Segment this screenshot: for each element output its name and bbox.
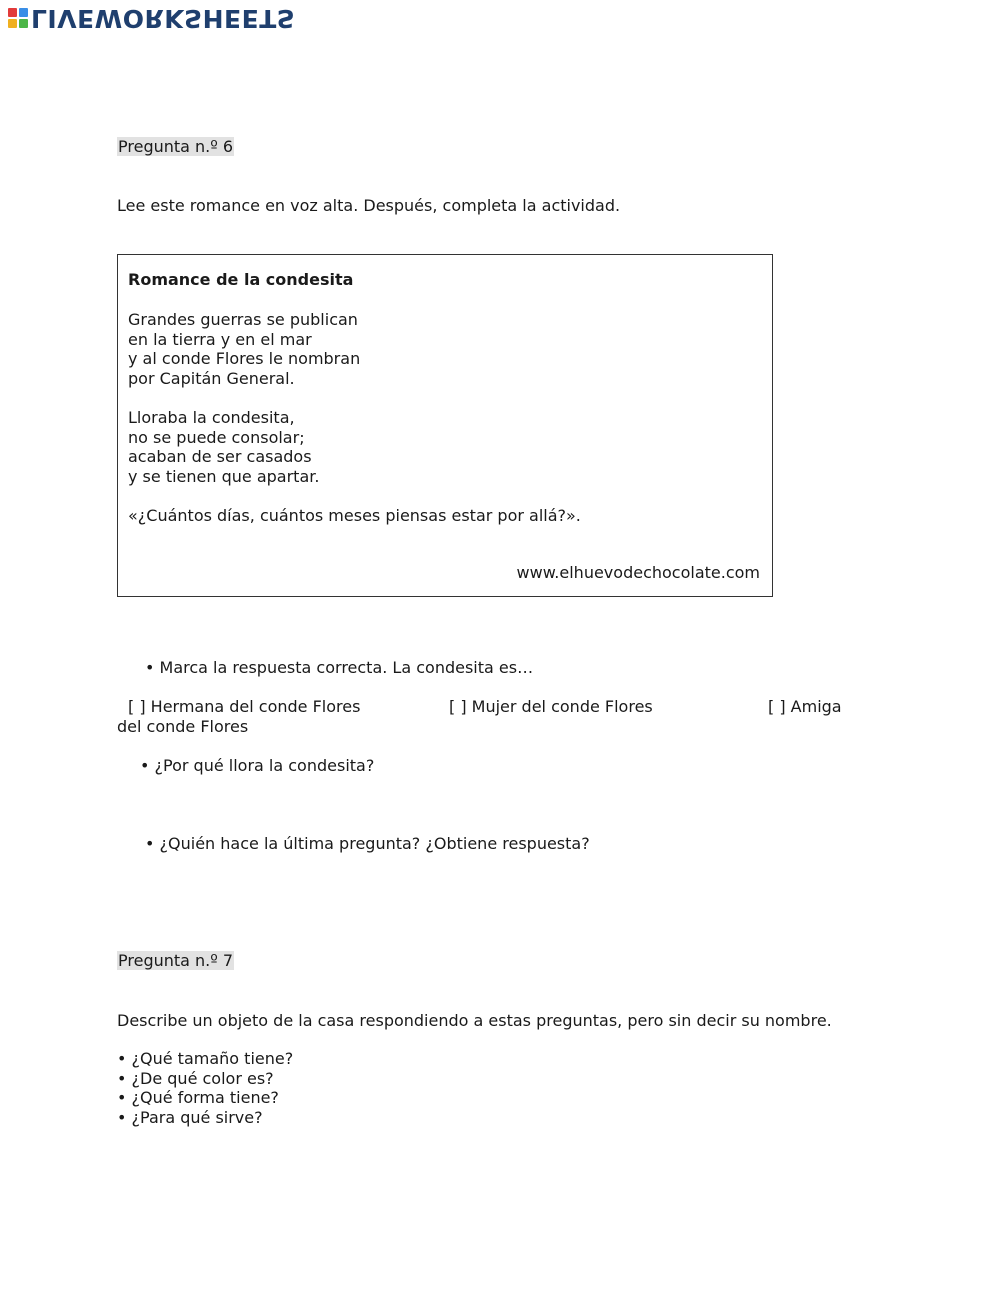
q7-list-item: • ¿Qué tamaño tiene? [117,1049,294,1068]
poem-line: Lloraba la condesita, [128,408,295,427]
question-7-label: Pregunta n.º 7 [118,951,234,970]
logo-block-red [8,8,17,17]
poem-title: Romance de la condesita [128,270,354,289]
poem-line: acaban de ser casados [128,447,312,467]
logo-text: LIVEWORKSHEETS [31,4,296,33]
poem-line: por Capitán General. [128,368,295,388]
option-hermana[interactable]: [ ] Hermana del conde Flores [128,697,361,716]
poem-line: y se tienen que apartar. [128,466,320,486]
option-amiga[interactable]: [ ] Amiga [768,697,842,716]
question-6-label: Pregunta n.º 6 [118,137,234,156]
question-6-instruction: Lee este romance en voz alta. Después, completa la actividad. [117,196,621,215]
logo-block-blue [19,8,28,17]
question-7-instruction: Describe un objeto de la casa respondiendo a estas preguntas, pero sin decir su nombre. [117,1011,832,1030]
liveworksheets-logo [8,4,295,32]
poem-source: www.elhuevodechocolate.com [516,563,760,582]
logo-block-green [19,19,28,28]
poem-line: y al conde Flores le nombran [128,349,361,369]
option-mujer[interactable]: [ ] Mujer del conde Flores [449,697,653,716]
poem-box [117,254,773,597]
q7-list-item: • ¿Qué forma tiene? [117,1088,279,1107]
task-who-asks: • ¿Quién hace la última pregunta? ¿Obtiene respuesta? [145,834,590,853]
logo-blocks-icon [8,8,28,28]
task-mark-answer: • Marca la respuesta correcta. La condesita es… [145,658,534,677]
poem-line: en la tierra y en el mar [128,329,312,349]
q7-list-item: • ¿De qué color es? [117,1069,274,1088]
task-why-cries: • ¿Por qué llora la condesita? [140,756,375,775]
q7-list-item: • ¿Para qué sirve? [117,1108,263,1127]
option-amiga-continuation: del conde Flores [117,717,249,736]
poem-line: «¿Cuántos días, cuántos meses piensas estar por allá?». [128,506,581,525]
logo-block-yellow [8,19,17,28]
poem-line: Grandes guerras se publican [128,310,358,329]
poem-line: no se puede consolar; [128,427,305,447]
